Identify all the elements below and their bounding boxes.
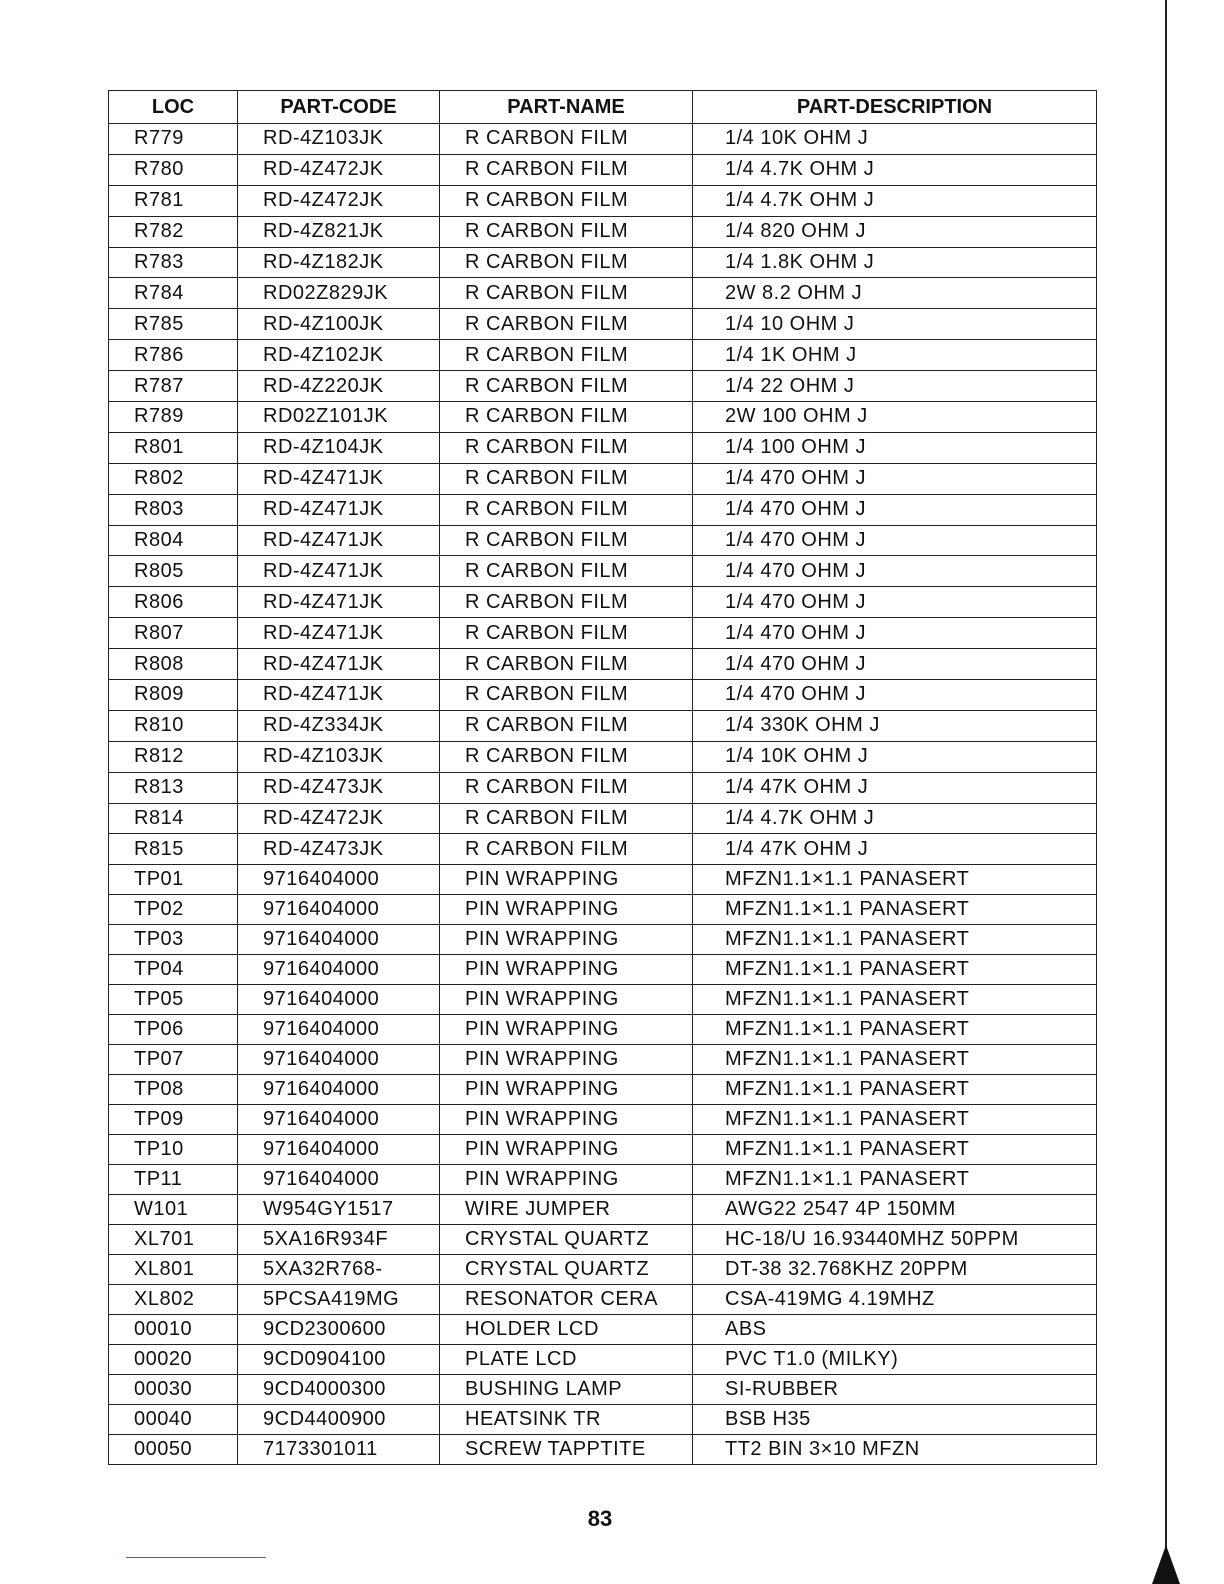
cell-part-name: R CARBON FILM xyxy=(440,556,693,587)
table-row xyxy=(109,216,1097,247)
cell-part-name: R CARBON FILM xyxy=(440,834,693,865)
cell-loc: R808 xyxy=(109,649,238,680)
cell-part-code: 9716404000 xyxy=(238,895,440,925)
cell-part-code: RD-4Z182JK xyxy=(238,247,440,278)
cell-part-code: 7173301011 xyxy=(238,1435,440,1465)
table-row xyxy=(109,1225,1097,1255)
cell-part-code: 9716404000 xyxy=(238,955,440,985)
cell-part-name: PIN WRAPPING xyxy=(440,955,693,985)
cell-part-code: 9CD2300600 xyxy=(238,1315,440,1345)
cell-loc: 00040 xyxy=(109,1405,238,1435)
cell-part-description: 1/4 22 OHM J xyxy=(693,371,1097,402)
cell-part-name: R CARBON FILM xyxy=(440,185,693,216)
cell-part-code: RD-4Z103JK xyxy=(238,124,440,155)
cell-part-description: MFZN1.1×1.1 PANASERT xyxy=(693,895,1097,925)
table-row xyxy=(109,865,1097,895)
cell-part-description: MFZN1.1×1.1 PANASERT xyxy=(693,1015,1097,1045)
table-row xyxy=(109,1315,1097,1345)
cell-part-name: BUSHING LAMP xyxy=(440,1375,693,1405)
cell-part-description: SI-RUBBER xyxy=(693,1375,1097,1405)
cell-loc: 00020 xyxy=(109,1345,238,1375)
cell-part-name: CRYSTAL QUARTZ xyxy=(440,1225,693,1255)
cell-part-code: 9716404000 xyxy=(238,1015,440,1045)
cell-part-description: CSA-419MG 4.19MHZ xyxy=(693,1285,1097,1315)
cell-loc: TP06 xyxy=(109,1015,238,1045)
parts-table xyxy=(108,90,1097,1465)
cell-part-description: 1/4 470 OHM J xyxy=(693,556,1097,587)
cell-part-code: RD-4Z104JK xyxy=(238,432,440,463)
cell-loc: R802 xyxy=(109,463,238,494)
cell-part-description: 1/4 470 OHM J xyxy=(693,680,1097,711)
cell-part-name: PIN WRAPPING xyxy=(440,1105,693,1135)
cell-part-name: R CARBON FILM xyxy=(440,432,693,463)
cell-part-description: BSB H35 xyxy=(693,1405,1097,1435)
cell-part-description: MFZN1.1×1.1 PANASERT xyxy=(693,1075,1097,1105)
cell-part-description: 1/4 4.7K OHM J xyxy=(693,154,1097,185)
table-row xyxy=(109,1195,1097,1225)
cell-part-name: R CARBON FILM xyxy=(440,710,693,741)
cell-part-name: R CARBON FILM xyxy=(440,494,693,525)
table-row xyxy=(109,710,1097,741)
page-number: 83 xyxy=(587,1506,613,1531)
cell-part-code: 9716404000 xyxy=(238,865,440,895)
cell-loc: R785 xyxy=(109,309,238,340)
table-row xyxy=(109,587,1097,618)
cell-part-name: R CARBON FILM xyxy=(440,618,693,649)
cell-part-description: MFZN1.1×1.1 PANASERT xyxy=(693,1165,1097,1195)
header-loc: LOC xyxy=(109,91,238,124)
cell-part-description: 1/4 820 OHM J xyxy=(693,216,1097,247)
table-row xyxy=(109,494,1097,525)
cell-loc: TP01 xyxy=(109,865,238,895)
cell-part-code: RD-4Z471JK xyxy=(238,494,440,525)
table-row xyxy=(109,340,1097,371)
cell-loc: TP08 xyxy=(109,1075,238,1105)
cell-part-code: 9716404000 xyxy=(238,1135,440,1165)
cell-part-name: R CARBON FILM xyxy=(440,803,693,834)
cell-loc: XL801 xyxy=(109,1255,238,1285)
table-row xyxy=(109,1165,1097,1195)
cell-loc: R810 xyxy=(109,710,238,741)
cell-loc: TP09 xyxy=(109,1105,238,1135)
cell-part-description: 1/4 1K OHM J xyxy=(693,340,1097,371)
cell-part-description: 1/4 47K OHM J xyxy=(693,772,1097,803)
cell-part-name: R CARBON FILM xyxy=(440,680,693,711)
table-row xyxy=(109,402,1097,433)
cell-part-code: 9CD4400900 xyxy=(238,1405,440,1435)
cell-part-name: R CARBON FILM xyxy=(440,649,693,680)
cell-part-code: 9716404000 xyxy=(238,1075,440,1105)
cell-part-description: MFZN1.1×1.1 PANASERT xyxy=(693,865,1097,895)
cell-part-name: R CARBON FILM xyxy=(440,741,693,772)
cell-loc: TP03 xyxy=(109,925,238,955)
cell-part-description: 1/4 470 OHM J xyxy=(693,525,1097,556)
table-row xyxy=(109,1375,1097,1405)
cell-part-code: RD-4Z473JK xyxy=(238,834,440,865)
table-row xyxy=(109,649,1097,680)
table-row xyxy=(109,895,1097,925)
table-row xyxy=(109,772,1097,803)
cell-part-code: RD-4Z473JK xyxy=(238,772,440,803)
cell-loc: R781 xyxy=(109,185,238,216)
cell-part-code: RD-4Z220JK xyxy=(238,371,440,402)
cell-loc: R784 xyxy=(109,278,238,309)
cell-part-name: R CARBON FILM xyxy=(440,309,693,340)
cell-loc: TP11 xyxy=(109,1165,238,1195)
cell-part-name: R CARBON FILM xyxy=(440,402,693,433)
cell-part-code: RD-4Z471JK xyxy=(238,587,440,618)
cell-part-code: 9716404000 xyxy=(238,925,440,955)
cell-loc: TP04 xyxy=(109,955,238,985)
cell-part-name: PIN WRAPPING xyxy=(440,1045,693,1075)
cell-loc: R801 xyxy=(109,432,238,463)
cell-loc: R812 xyxy=(109,741,238,772)
cell-part-name: PIN WRAPPING xyxy=(440,865,693,895)
table-row xyxy=(109,1105,1097,1135)
cell-part-name: R CARBON FILM xyxy=(440,154,693,185)
cell-part-description: 1/4 10K OHM J xyxy=(693,741,1097,772)
cell-loc: TP02 xyxy=(109,895,238,925)
cell-part-code: RD-4Z471JK xyxy=(238,463,440,494)
cell-part-description: 2W 100 OHM J xyxy=(693,402,1097,433)
cell-part-description: MFZN1.1×1.1 PANASERT xyxy=(693,1105,1097,1135)
cell-part-code: RD-4Z472JK xyxy=(238,803,440,834)
table-row xyxy=(109,525,1097,556)
cell-part-code: RD-4Z471JK xyxy=(238,556,440,587)
table-row xyxy=(109,1405,1097,1435)
table-row xyxy=(109,124,1097,155)
cell-part-name: R CARBON FILM xyxy=(440,371,693,402)
table-row xyxy=(109,985,1097,1015)
cell-part-name: R CARBON FILM xyxy=(440,340,693,371)
cell-loc: 00010 xyxy=(109,1315,238,1345)
table-row xyxy=(109,371,1097,402)
cell-part-code: RD-4Z471JK xyxy=(238,618,440,649)
cell-part-code: RD-4Z102JK xyxy=(238,340,440,371)
cell-loc: TP07 xyxy=(109,1045,238,1075)
cell-loc: R786 xyxy=(109,340,238,371)
header-row xyxy=(109,91,1097,124)
cell-part-description: 1/4 100 OHM J xyxy=(693,432,1097,463)
cell-part-description: 1/4 4.7K OHM J xyxy=(693,803,1097,834)
cell-loc: R780 xyxy=(109,154,238,185)
cell-part-name: WIRE JUMPER xyxy=(440,1195,693,1225)
cell-part-code: 9716404000 xyxy=(238,985,440,1015)
cell-part-name: R CARBON FILM xyxy=(440,463,693,494)
table-row xyxy=(109,1285,1097,1315)
cell-part-name: PIN WRAPPING xyxy=(440,985,693,1015)
cell-part-description: 1/4 470 OHM J xyxy=(693,463,1097,494)
cell-part-name: PIN WRAPPING xyxy=(440,1075,693,1105)
cell-part-description: 1/4 470 OHM J xyxy=(693,494,1097,525)
cell-part-description: 1/4 330K OHM J xyxy=(693,710,1097,741)
cell-part-code: RD-4Z471JK xyxy=(238,525,440,556)
binding-tip xyxy=(1152,1545,1180,1584)
cell-part-description: MFZN1.1×1.1 PANASERT xyxy=(693,1135,1097,1165)
cell-loc: R805 xyxy=(109,556,238,587)
cell-part-name: R CARBON FILM xyxy=(440,587,693,618)
table-row xyxy=(109,309,1097,340)
table-row xyxy=(109,1045,1097,1075)
cell-part-description: 1/4 470 OHM J xyxy=(693,649,1097,680)
cell-part-code: RD-4Z821JK xyxy=(238,216,440,247)
cell-part-description: MFZN1.1×1.1 PANASERT xyxy=(693,1045,1097,1075)
cell-part-name: R CARBON FILM xyxy=(440,124,693,155)
cell-loc: R787 xyxy=(109,371,238,402)
table-row xyxy=(109,925,1097,955)
cell-loc: R804 xyxy=(109,525,238,556)
cell-part-description: DT-38 32.768KHZ 20PPM xyxy=(693,1255,1097,1285)
binding-edge xyxy=(1165,0,1167,1584)
cell-part-description: 1/4 470 OHM J xyxy=(693,618,1097,649)
cell-part-name: RESONATOR CERA xyxy=(440,1285,693,1315)
table-row xyxy=(109,1135,1097,1165)
cell-part-code: RD-4Z471JK xyxy=(238,649,440,680)
cell-part-description: 1/4 4.7K OHM J xyxy=(693,185,1097,216)
table-row xyxy=(109,1255,1097,1285)
table-row xyxy=(109,680,1097,711)
table-row xyxy=(109,247,1097,278)
cell-part-description: ABS xyxy=(693,1315,1097,1345)
table-row xyxy=(109,741,1097,772)
cell-part-name: R CARBON FILM xyxy=(440,216,693,247)
cell-part-code: RD-4Z472JK xyxy=(238,154,440,185)
cell-part-description: MFZN1.1×1.1 PANASERT xyxy=(693,925,1097,955)
cell-loc: TP05 xyxy=(109,985,238,1015)
cell-part-code: 9716404000 xyxy=(238,1165,440,1195)
cell-part-name: R CARBON FILM xyxy=(440,772,693,803)
cell-part-description: AWG22 2547 4P 150MM xyxy=(693,1195,1097,1225)
table-row xyxy=(109,803,1097,834)
cell-part-code: 9716404000 xyxy=(238,1045,440,1075)
cell-loc: W101 xyxy=(109,1195,238,1225)
header-part-code: PART-CODE xyxy=(238,91,440,124)
cell-loc: R813 xyxy=(109,772,238,803)
cell-part-name: R CARBON FILM xyxy=(440,525,693,556)
cell-loc: R803 xyxy=(109,494,238,525)
cell-part-name: PIN WRAPPING xyxy=(440,1135,693,1165)
cell-part-name: PIN WRAPPING xyxy=(440,925,693,955)
cell-loc: R783 xyxy=(109,247,238,278)
cell-part-code: 9716404000 xyxy=(238,1105,440,1135)
cell-part-description: 1/4 10K OHM J xyxy=(693,124,1097,155)
cell-loc: R807 xyxy=(109,618,238,649)
cell-part-code: 5XA32R768- xyxy=(238,1255,440,1285)
cell-part-code: 5PCSA419MG xyxy=(238,1285,440,1315)
cell-part-name: HOLDER LCD xyxy=(440,1315,693,1345)
cell-part-code: RD02Z101JK xyxy=(238,402,440,433)
cell-part-description: MFZN1.1×1.1 PANASERT xyxy=(693,955,1097,985)
cell-part-code: RD-4Z103JK xyxy=(238,741,440,772)
table-row xyxy=(109,618,1097,649)
cell-loc: R789 xyxy=(109,402,238,433)
cell-loc: R782 xyxy=(109,216,238,247)
table-row xyxy=(109,185,1097,216)
footer-rule xyxy=(126,1557,266,1558)
cell-part-code: 9CD4000300 xyxy=(238,1375,440,1405)
table-row xyxy=(109,463,1097,494)
header-part-name: PART-NAME xyxy=(440,91,693,124)
cell-part-name: CRYSTAL QUARTZ xyxy=(440,1255,693,1285)
cell-loc: R779 xyxy=(109,124,238,155)
table-row xyxy=(109,432,1097,463)
cell-part-name: R CARBON FILM xyxy=(440,278,693,309)
cell-loc: 00050 xyxy=(109,1435,238,1465)
table-row xyxy=(109,1015,1097,1045)
cell-part-code: RD-4Z334JK xyxy=(238,710,440,741)
cell-part-name: SCREW TAPPTITE xyxy=(440,1435,693,1465)
cell-part-name: PIN WRAPPING xyxy=(440,1015,693,1045)
cell-loc: XL701 xyxy=(109,1225,238,1255)
table-body xyxy=(109,124,1097,1465)
cell-part-description: HC-18/U 16.93440MHZ 50PPM xyxy=(693,1225,1097,1255)
table-row xyxy=(109,834,1097,865)
table-row xyxy=(109,1075,1097,1105)
cell-loc: XL802 xyxy=(109,1285,238,1315)
cell-part-code: RD02Z829JK xyxy=(238,278,440,309)
cell-part-description: 1/4 470 OHM J xyxy=(693,587,1097,618)
cell-loc: 00030 xyxy=(109,1375,238,1405)
cell-part-description: MFZN1.1×1.1 PANASERT xyxy=(693,985,1097,1015)
cell-part-code: RD-4Z472JK xyxy=(238,185,440,216)
table-row xyxy=(109,955,1097,985)
cell-part-description: 2W 8.2 OHM J xyxy=(693,278,1097,309)
cell-part-name: HEATSINK TR xyxy=(440,1405,693,1435)
cell-part-code: RD-4Z471JK xyxy=(238,680,440,711)
cell-part-description: 1/4 10 OHM J xyxy=(693,309,1097,340)
cell-loc: R809 xyxy=(109,680,238,711)
table-row xyxy=(109,556,1097,587)
cell-part-description: 1/4 1.8K OHM J xyxy=(693,247,1097,278)
cell-part-code: 9CD0904100 xyxy=(238,1345,440,1375)
cell-loc: R814 xyxy=(109,803,238,834)
cell-loc: R815 xyxy=(109,834,238,865)
cell-part-name: PIN WRAPPING xyxy=(440,1165,693,1195)
cell-part-name: PIN WRAPPING xyxy=(440,895,693,925)
cell-part-code: RD-4Z100JK xyxy=(238,309,440,340)
cell-part-description: TT2 BIN 3×10 MFZN xyxy=(693,1435,1097,1465)
cell-loc: R806 xyxy=(109,587,238,618)
cell-part-code: 5XA16R934F xyxy=(238,1225,440,1255)
cell-part-description: 1/4 47K OHM J xyxy=(693,834,1097,865)
header-part-description: PART-DESCRIPTION xyxy=(693,91,1097,124)
cell-part-name: PLATE LCD xyxy=(440,1345,693,1375)
cell-part-description: PVC T1.0 (MILKY) xyxy=(693,1345,1097,1375)
table-row xyxy=(109,278,1097,309)
table-row xyxy=(109,1345,1097,1375)
table-row xyxy=(109,1435,1097,1465)
cell-loc: TP10 xyxy=(109,1135,238,1165)
cell-part-name: R CARBON FILM xyxy=(440,247,693,278)
table-row xyxy=(109,154,1097,185)
cell-part-code: W954GY1517 xyxy=(238,1195,440,1225)
